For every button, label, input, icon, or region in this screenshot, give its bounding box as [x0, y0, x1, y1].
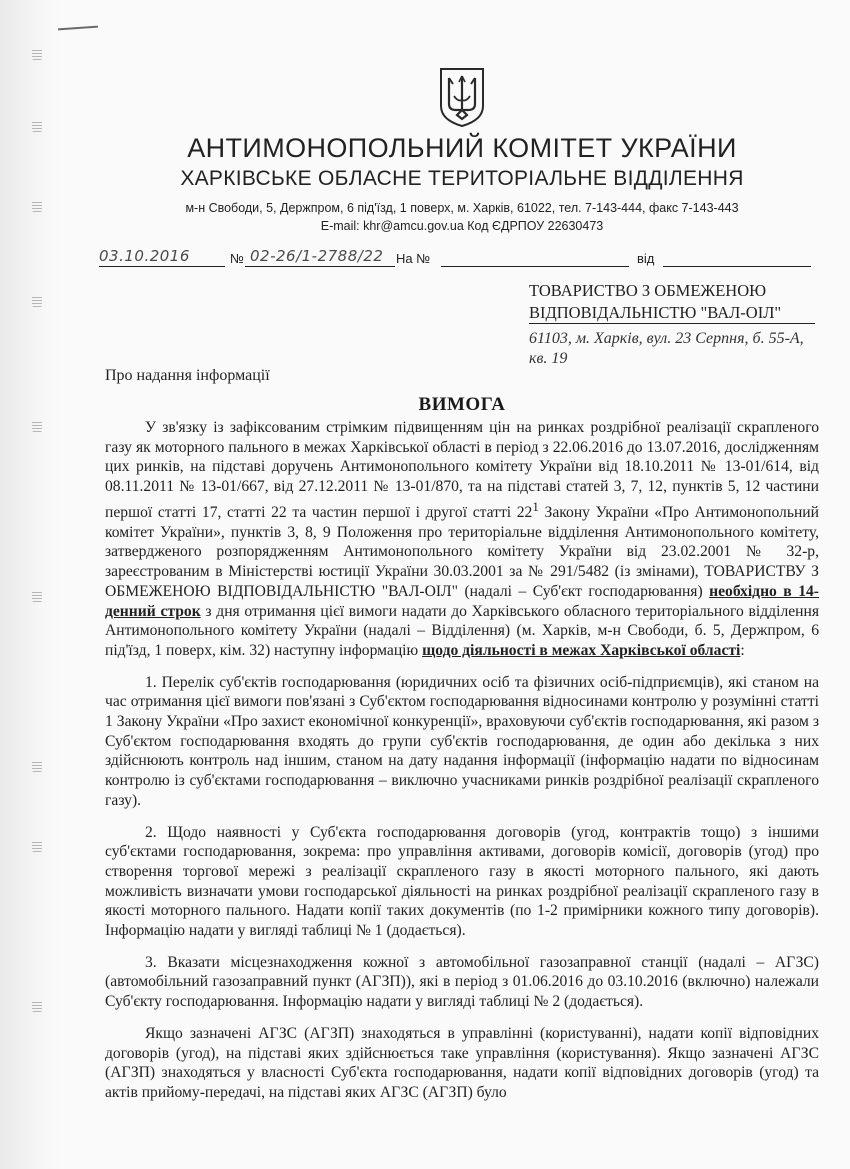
- org-address: м-н Свободи, 5, Держпром, 6 під'їзд, 1 поверх, м. Харків, 61022, тел. 7-143-444, факс 7-143-443: [185, 201, 739, 215]
- document-body: [105, 418, 819, 1115]
- from-label: від: [637, 251, 655, 266]
- document-title: ВИМОГА: [418, 394, 506, 415]
- outgoing-date: 03.10.2016: [99, 247, 190, 265]
- trident-coat-of-arms-icon: [438, 66, 486, 128]
- scan-artifact: [32, 420, 42, 432]
- outgoing-number: 02-26/1-2788/22: [250, 247, 384, 265]
- paragraph-intro: [105, 418, 819, 661]
- paragraph-item-2: 2. Щодо наявності у Суб'єкта господарювання договорів (угод, контрактів тощо) з іншими суб'єктами господарювання, зокрема: про управління активами, договорів комісії, договорів (угод) про створення торгової мережі з реалізації скрапленого газу в якості моторного пального, які дають можливість визначати умови господарської діяльності на ринках роздрібної реалізації скрапленого газу в якості моторного пального. Надати копії таких документів (по 1-2 примірники кожного типу договорів). Інформацію надати у вигляді таблиці № 1 (додається).: [105, 823, 819, 940]
- recipient-name: [529, 280, 819, 324]
- reply-date-line: [663, 266, 811, 267]
- intro-colon: :: [740, 641, 745, 659]
- recipient-name-line2: ВІДПОВІДАЛЬНІСТЮ "ВАЛ-ОІЛ": [529, 303, 782, 322]
- org-subtitle: ХАРКІВСЬКЕ ОБЛАСНЕ ТЕРИТОРІАЛЬНЕ ВІДДІЛЕННЯ: [180, 167, 744, 190]
- paragraph-agzs: Якщо зазначені АГЗС (АГЗП) знаходяться в управлінні (користуванні), надати копії відповідних договорів (угод), на підставі яких здійснюється таке управління (користування). Якщо зазначені АГЗС (АГЗП) знаходяться у власності Суб'єкта господарювання, надати копії відповідних договорів (угод) та актів прийому-передачі, на підставі яких АГЗС (АГЗП) було: [105, 1024, 819, 1101]
- intro-text-cont: Закону України «Про Антимонопольний комітет України», пунктів 3, 8, 9 Положення про територіальне відділення Антимонопольного комітету, затвердженого розпорядженням Антимонопольного комітету України від 23.02.2001 № 32-р, зареєстрованим в Міністерстві юстиції України 30.03.2001 за № 291/5482 (із змінами), ТОВАРИСТВУ З ОБМЕЖЕНОЮ ВІДПОВІДАЛЬНІСТЮ "ВАЛ-ОІЛ" (надалі – Суб'єкт господарювання): [105, 504, 819, 600]
- scan-artifact: [32, 120, 42, 132]
- pen-mark: [58, 26, 98, 31]
- scan-artifact: [32, 48, 42, 60]
- scan-artifact: [32, 840, 42, 852]
- letter-subject: Про надання інформації: [105, 367, 270, 384]
- paragraph-item-3: 3. Вказати місцезнаходження кожної з автомобільної газозаправної станції (надалі – АГЗС) (автомобільний газозаправний пункт (АГЗП)), які в період з 01.06.2016 до 03.10.2016 (включно) належали Суб'єкту господарювання. Інформацію надати у вигляді таблиці № 2 (додається).: [105, 953, 819, 1011]
- reply-number-line: [441, 266, 629, 267]
- scan-artifact: [32, 760, 42, 772]
- recipient-address: 61103, м. Харків, вул. 23 Серпня, б. 55-А, кв. 19: [529, 330, 804, 367]
- number-underline: [245, 266, 395, 267]
- scan-artifact: [32, 590, 42, 602]
- recipient-underline: [529, 323, 815, 324]
- intro-text-cont2: з дня отримання цієї вимоги надати до Харківського обласного територіального відділення Антимонопольного комітету України (надалі – Відділення) (м. Харків, м-н Свободи, б. 5, Держпром, 6 під'їзд, 1 поверх, кім. 32) наступну інформацію: [105, 602, 820, 659]
- scan-artifact: [32, 295, 42, 307]
- intro-text: У зв'язку із зафіксованим стрімким підвищенням цін на ринках роздрібної реалізації скрапленого газу як моторного пального в межах Харківської області в період з 22.06.2016 до 13.07.2016, дослідженням цих ринків, на підставі доручень Антимонопольного комітету України від 18.10.2011 № 13-01/614, від 08.11.2011 № 13-01/667, від 27.12.2011 № 13-01/870, та на підставі статей 3, 7, 12, пунктів 5, 12 частини першої статті 17, статті 22 та частин першої і другої статті 22: [105, 419, 819, 521]
- reply-to-label: На №: [396, 251, 431, 266]
- deadline-emphasis: необхідно в 14-денний строк: [105, 582, 819, 620]
- scan-edge: [0, 0, 62, 1169]
- number-label: №: [230, 251, 244, 266]
- scan-artifact: [32, 200, 42, 212]
- org-email-code: E-mail: khr@amcu.gov.ua Код ЄДРПОУ 22630473: [320, 219, 604, 233]
- scan-artifact: [32, 1000, 42, 1012]
- superscript: 1: [532, 498, 539, 514]
- paragraph-item-1: 1. Перелік суб'єктів господарювання (юридичних осіб та фізичних осіб-підприємців), які станом на час отримання цієї вимоги пов'язані з Суб'єктом господарювання відносинами контролю у розумінні статті 1 Закону України «Про захист економічної конкуренції», враховуючи суб'єктів господарювання, які разом з Суб'єктом господарювання входять до групи суб'єктів господарювання, де один або декілька з них здійснюють контроль над іншим, станом на дату надання інформації (інформацію надати по відносинам контролю із суб'єктами господарювання – виключно учасниками ринків роздрібної реалізації скрапленого газу).: [105, 673, 819, 809]
- date-underline: [99, 266, 225, 267]
- recipient-name-line1: ТОВАРИСТВО З ОБМЕЖЕНОЮ: [529, 281, 767, 300]
- org-title: АНТИМОНОПОЛЬНИЙ КОМІТЕТ УКРАЇНИ: [187, 133, 737, 163]
- scope-emphasis: щодо діяльності в межах Харківської області: [422, 641, 741, 659]
